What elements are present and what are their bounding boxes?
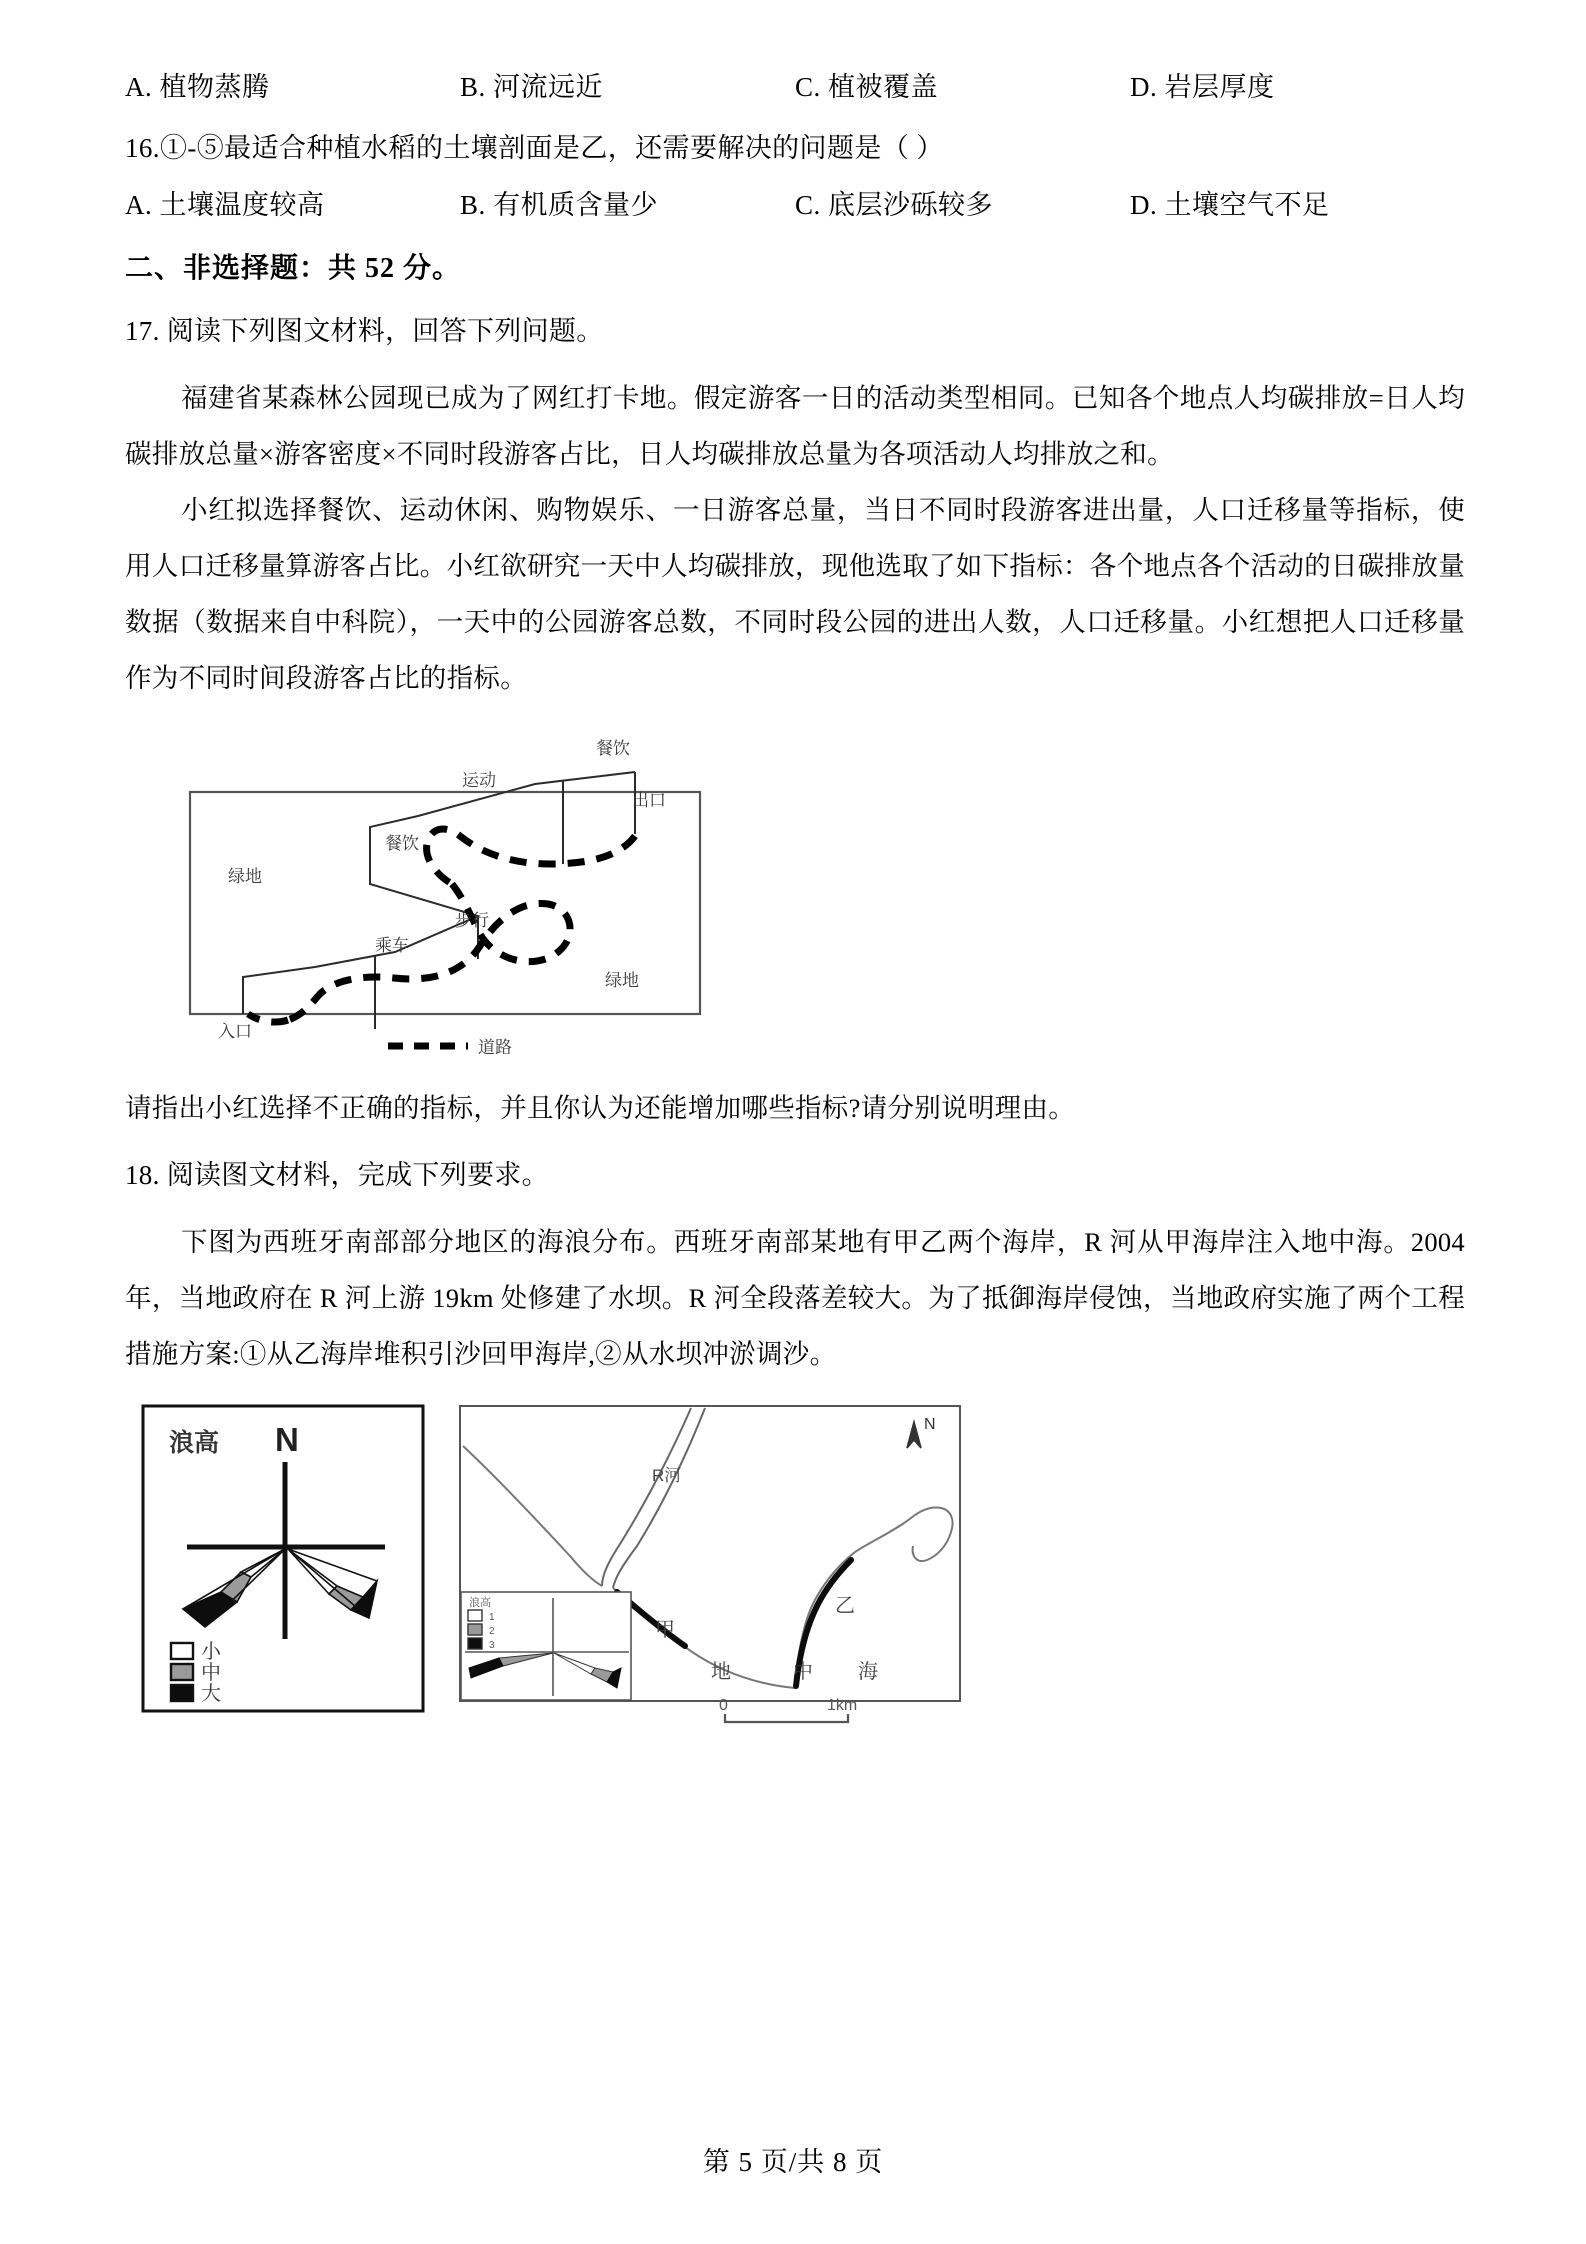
inset-swatch-3 <box>468 1638 482 1649</box>
coast-map-inset <box>461 1592 631 1700</box>
q16-options-row <box>125 178 1465 232</box>
legend-road-label: 道路 <box>478 1038 512 1054</box>
label-ride: 乘车 <box>375 936 409 955</box>
q15-option-b[interactable] <box>460 60 795 114</box>
q16-option-b-text: 有机质含量少 <box>493 190 659 220</box>
q16-option-a-text: 土壤温度较高 <box>159 190 325 220</box>
q16-option-a-label: A. <box>125 190 153 220</box>
legend-label-small: 小 <box>201 1641 221 1663</box>
north-arrow-label: N <box>924 1416 936 1433</box>
park-map-figure <box>180 724 740 1054</box>
coast-label-yi: 乙 <box>835 1595 855 1617</box>
sea-label-1: 地 <box>711 1661 731 1683</box>
label-walk: 步行 <box>455 911 489 930</box>
label-green-right: 绿地 <box>605 971 639 990</box>
q15-option-d[interactable] <box>1130 60 1465 114</box>
q17-question: 请指出小红选择不正确的指标，并且你认为还能增加哪些指标?请分别说明理由。 <box>125 1093 1076 1123</box>
scale-bar-max: 1km <box>827 1697 858 1714</box>
q16-option-d-text: 土壤空气不足 <box>1164 190 1330 220</box>
activity-route-line <box>243 772 635 1014</box>
q15-option-b-text: 河流远近 <box>493 72 604 102</box>
wave-rose-north-label: N <box>275 1421 299 1458</box>
inset-legend-3: 3 <box>489 1640 495 1651</box>
label-dining-top: 餐饮 <box>596 739 630 758</box>
inset-legend-1: 1 <box>489 1612 495 1623</box>
label-green-left: 绿地 <box>228 867 262 886</box>
q15-option-c-label: C. <box>795 72 821 102</box>
q15-option-d-text: 岩层厚度 <box>1164 72 1275 102</box>
wave-rose-title: 浪高 <box>169 1429 220 1457</box>
q18-intro: 18. 阅读图文材料，完成下列要求。 <box>125 1160 549 1190</box>
inset-swatch-1 <box>468 1610 482 1621</box>
legend-swatch-medium <box>171 1664 193 1680</box>
inset-legend-2: 2 <box>489 1626 495 1637</box>
q15-option-a-text: 植物蒸腾 <box>159 72 270 102</box>
q15-option-c[interactable] <box>795 60 1130 114</box>
road-path-entrance <box>248 1014 288 1022</box>
label-exit: 出口 <box>632 791 666 810</box>
q17-paragraph-1: 福建省某森林公园现已成为了网红打卡地。假定游客一日的活动类型相同。已知各个地点人均碳排放=日人均碳排放总量×游客密度×不同时段游客占比，日人均碳排放总量为各项活动人均排放之和。 <box>125 383 1465 469</box>
inset-title: 浪高 <box>469 1597 491 1609</box>
spacer <box>125 1054 1465 1080</box>
q15-option-a[interactable] <box>125 60 460 114</box>
q17-paragraph-2: 小红拟选择餐饮、运动休闲、购物娱乐、一日游客总量，当日不同时段游客进出量，人口迁移量等指标，使用人口迁移量算游客占比。小红欲研究一天中人均碳排放，现他选取了如下指标：各个地点各个活动的日碳排放量数据（数据来自中科院），一天中的公园游客总数，不同时段公园的进出人数，人口迁移量。小红想把人口迁移量作为不同时间段游客占比的指标。 <box>125 495 1465 693</box>
q15-option-c-text: 植被覆盖 <box>828 72 939 102</box>
legend-swatch-large <box>171 1685 193 1701</box>
q16-option-d[interactable] <box>1130 178 1465 232</box>
inset-swatch-2 <box>468 1624 482 1635</box>
q16-option-b[interactable] <box>460 178 795 232</box>
q16-option-d-label: D. <box>1130 190 1158 220</box>
q16-stem: 16.①-⑤最适合种植水稻的土壤剖面是乙，还需要解决的问题是（ ） <box>125 133 944 163</box>
spacer <box>125 360 1465 370</box>
legend-swatch-small <box>171 1643 193 1659</box>
section-2-heading: 二、非选择题：共 52 分。 <box>125 253 462 284</box>
spacer <box>125 1136 1465 1146</box>
spacer <box>125 1204 1465 1214</box>
q17-figure-wrap <box>125 724 1465 1054</box>
q17-intro: 17. 阅读下列图文材料，回答下列问题。 <box>125 316 604 346</box>
q16-option-b-label: B. <box>460 190 486 220</box>
legend-label-medium: 中 <box>201 1662 221 1684</box>
scale-bar-glyph <box>725 1714 848 1722</box>
coast-map-panel <box>460 1406 960 1722</box>
page-footer: 第 5 页/共 8 页 <box>702 2147 884 2177</box>
q18-figure-wrap <box>125 1396 1465 1726</box>
q15-option-b-label: B. <box>460 72 486 102</box>
sea-label-3: 海 <box>858 1661 878 1683</box>
wave-rose-panel <box>143 1406 423 1711</box>
road-path-upper <box>427 829 635 884</box>
q15-options-row <box>125 60 1465 114</box>
label-sport: 运动 <box>462 771 496 790</box>
q16-option-c[interactable] <box>795 178 1130 232</box>
q16-option-a[interactable] <box>125 178 460 232</box>
q18-figure <box>125 1396 1465 1726</box>
q16-option-c-label: C. <box>795 190 821 220</box>
river-label: R河 <box>652 1466 682 1485</box>
label-entrance: 入口 <box>218 1022 252 1041</box>
scale-bar-zero: 0 <box>719 1697 728 1714</box>
q15-option-a-label: A. <box>125 72 153 102</box>
page-content <box>125 60 1465 1726</box>
q16-option-c-text: 底层沙砾较多 <box>828 190 994 220</box>
sea-label-2: 中 <box>793 1661 813 1683</box>
label-dining-mid: 餐饮 <box>385 834 419 853</box>
legend-label-large: 大 <box>201 1683 221 1705</box>
q18-paragraph-1: 下图为西班牙南部部分地区的海浪分布。西班牙南部某地有甲乙两个海岸，R 河从甲海岸注入地中海。2004 年，当地政府在 R 河上游 19km 处修建了水坝。R 河全段落差较大。为了抵御海岸侵蚀，当地政府实施了两个工程措施方案:①从乙海岸堆积引沙回甲海岸,②从水坝冲淤调沙。 <box>125 1227 1465 1369</box>
road-path-lower <box>288 884 570 1020</box>
q15-option-d-label: D. <box>1130 72 1158 102</box>
coast-label-jia: 甲 <box>655 1619 675 1641</box>
